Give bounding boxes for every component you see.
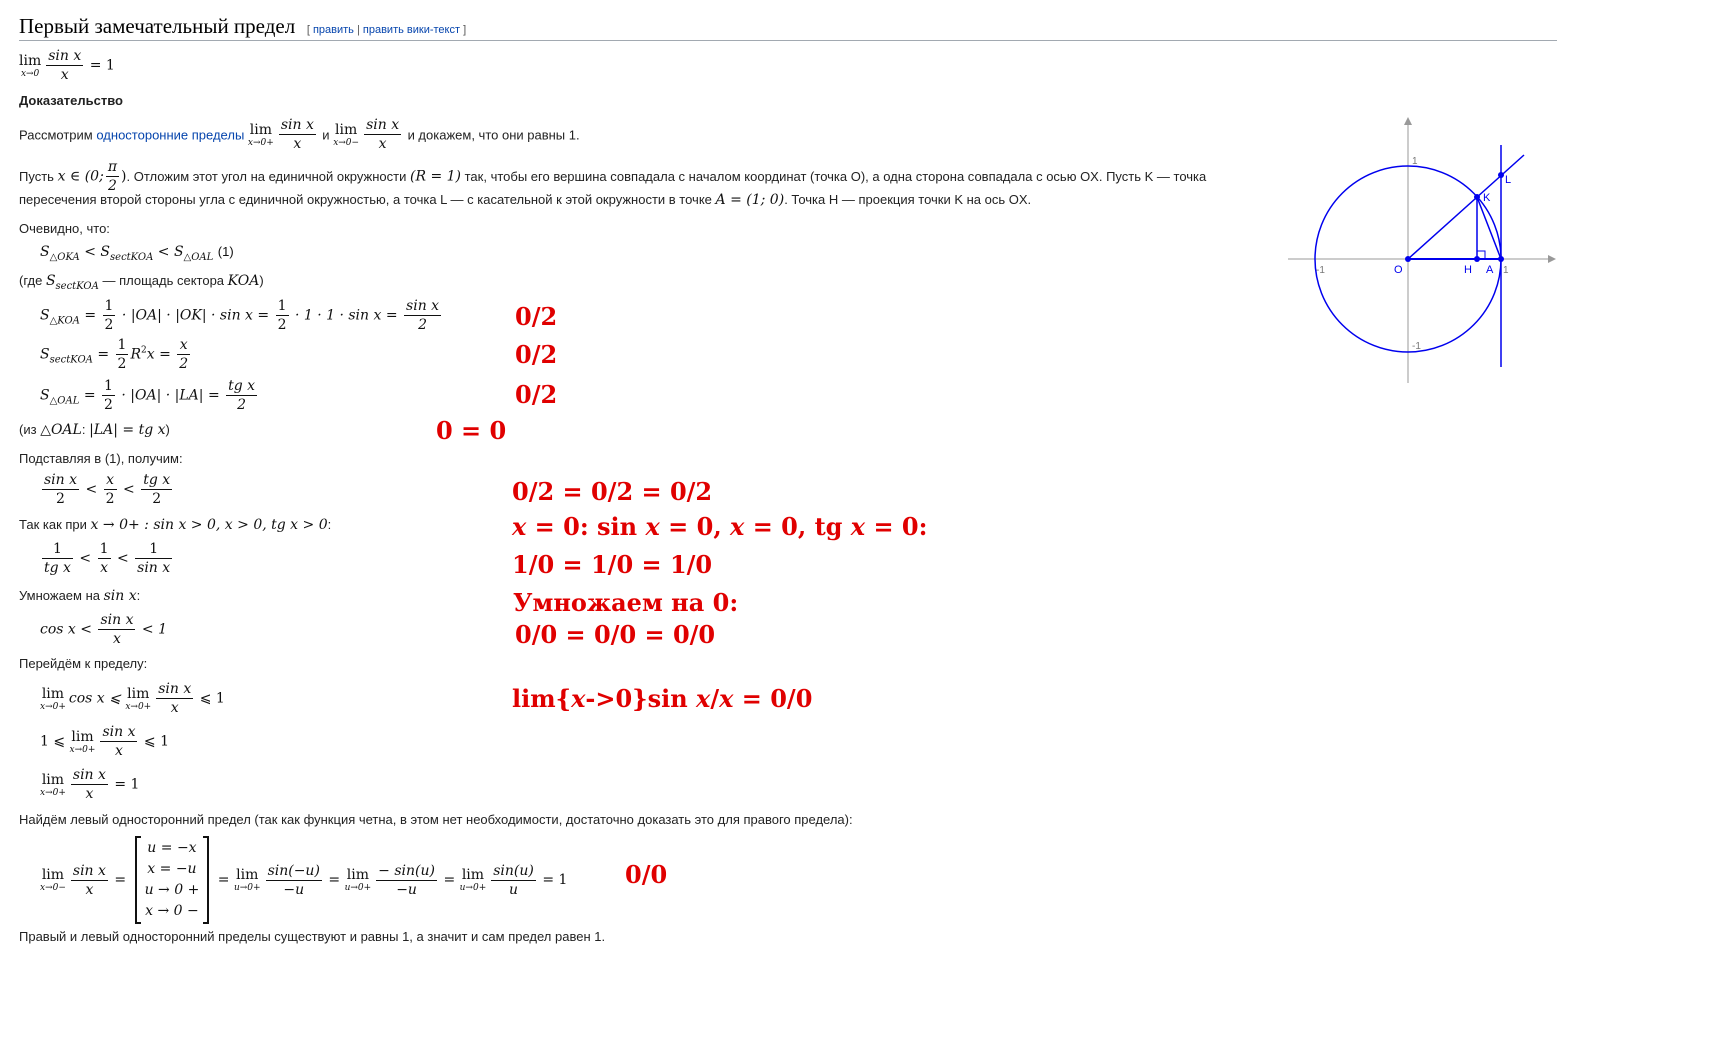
tick-label-x1: 1 (1503, 265, 1509, 276)
label-l: L (1505, 174, 1512, 186)
annotation-3: 0/2 (515, 380, 558, 409)
unit-circle-diagram (1280, 115, 1560, 390)
label-a: A (1486, 264, 1494, 276)
annotation-9: 0/0 = 0/0 = 0/0 (515, 620, 716, 649)
substitution-matrix: u = −x x = −u u → 0 + x → 0 − (135, 836, 210, 924)
segment-ka (1477, 197, 1501, 259)
inequality-two: $\frac{\text{sin x}}{2}$ < $\frac{x}{2}$ < $\frac{\text{tg x}}{2}$ (44, 472, 171, 507)
conclusion-text: Правый и левый односторонний пределы существуют и равны 1, а значит и сам предел равен 1. (19, 929, 606, 944)
area-sector-koa: $S_{sectKOA}$ = $\frac{1}{2}$ $R^2x$ = $\frac{x}{2}$ (40, 337, 189, 372)
paragraph-angle: Пусть x ∈ (0; $\frac{\pi}{2}$ ). Отложим этот угол на единичной окружности (R = 1) так, чтобы его вершина совпадала с началом координат (точка O), а одна сторона совпадала с осью OX. Пусть K — точка (19, 159, 1207, 194)
point-l (1498, 172, 1504, 178)
point-h (1474, 256, 1480, 262)
edit-link[interactable]: править (312, 24, 354, 36)
ray-ol (1408, 155, 1524, 259)
paragraph-angle-line2: пересечения второй стороны угла с единичной окружностью, а точка L — с касательной к этой окружности в точке A = (1; 0). Точка H — проекция точки K на ось OX. (19, 192, 1032, 208)
annotation-6: x = 0: sin x = 0, x = 0, tg x = 0: (512, 512, 928, 541)
edit-wikitext-link[interactable]: править вики-текст (362, 24, 461, 36)
annotation-10: lim{x->0}sin x/x = 0/0 (512, 684, 813, 713)
inequality-four: cos x < $\frac{\text{sin x}}{x}$ < 1 (40, 612, 168, 647)
label-h: H (1464, 264, 1472, 276)
point-o (1405, 256, 1411, 262)
tick-label-y-neg1: -1 (1412, 341, 1421, 352)
page-title: Первый замечательный предел (19, 14, 296, 38)
annotation-5: 0/2 = 0/2 = 0/2 (512, 477, 713, 506)
limit-inequality-two: 1 ⩽ lim x→0+ $\frac{\text{sin x}}{x}$ ⩽ 1 (40, 724, 170, 759)
paragraph-one-sided: Рассмотрим односторонние пределы lim x→0+ $\frac{\text{sin x}}{x}$ и lim x→0− $\frac{\text{sin x}}{x}$ и докажем, что они равны 1. (19, 117, 580, 152)
main-formula: lim x→0 $\frac{\text{sin x}}{x}$ = 1 (19, 48, 115, 83)
multiply-text: Умножаем на sin x: (19, 588, 141, 604)
one-sided-limits-link[interactable]: односторонние пределы (96, 127, 245, 143)
annotation-7: 1/0 = 1/0 = 1/0 (512, 550, 713, 579)
substituting-text: Подставляя в (1), получим: (19, 451, 183, 466)
annotation-1: 0/2 (515, 302, 558, 331)
annotation-8: Умножаем на 0: (513, 588, 739, 617)
label-k: K (1483, 192, 1491, 204)
limit-inequality-one: lim x→0+ cos x ⩽ lim x→0+ $\frac{\text{sin x}}{x}$ ⩽ 1 (40, 681, 225, 716)
sector-note: (где $S_{sectKOA}$ — площадь сектора KOA) (19, 273, 264, 292)
area-triangle-koa: $S_{\triangle KOA}$ = $\frac{1}{2}$ · |OA| · |OK| · sin x = $\frac{1}{2}$ · 1 · 1 · sin x = $\frac{\text{sin x}}{2}$ (40, 298, 440, 333)
annotation-4: 0 = 0 (436, 416, 507, 445)
point-k (1474, 194, 1480, 200)
left-limit-derivation: lim x→0− $\frac{\text{sin x}}{x}$ = u = −x x = −u u → 0 + x → 0 − = lim u→0+ $\frac{\sin(-u)}{-u}$ = lim u→0+ $\frac{- \sin(u)}{-u}$ = lim u→0+ $\frac{\sin(u)}{u}$ = 1 (40, 836, 567, 924)
inequality-three: $\frac{1}{\text{tg x}}$ < $\frac{1}{x}$ < $\frac{1}{\text{sin x}}$ (44, 541, 171, 576)
tick-label-y1: 1 (1412, 156, 1418, 167)
section-heading (19, 14, 1557, 41)
since-text: Так как при x → 0+ : sin x > 0, x > 0, tg x > 0: (19, 517, 332, 533)
point-a (1498, 256, 1504, 262)
annotation-11: 0/0 (625, 860, 668, 889)
area-triangle-oal: $S_{\triangle OAL}$ = $\frac{1}{2}$ · |OA| · |LA| = $\frac{\text{tg x}}{2}$ (40, 378, 256, 413)
limit-result: lim x→0+ $\frac{\text{sin x}}{x}$ = 1 (40, 767, 140, 802)
obvious-text: Очевидно, что: (19, 221, 110, 236)
annotation-2: 0/2 (515, 340, 558, 369)
label-o: O (1394, 264, 1403, 276)
inequality-one: $S_{\triangle OKA} < S_{sectKOA} < S_{\triangle OAL}$ (1) (40, 244, 234, 263)
edit-links: [ править | править вики-текст ] (306, 24, 467, 36)
tick-label-x-neg1: -1 (1316, 265, 1325, 276)
to-limit-text: Перейдём к пределу: (19, 656, 148, 671)
left-limit-text: Найдём левый односторонний предел (так как функция четна, в этом нет необходимости, достаточно доказать это для правого предела): (19, 812, 853, 827)
from-oal-note: (из △OAL: |LA| = tg x) (19, 422, 170, 438)
proof-title: Доказательство (19, 93, 123, 108)
